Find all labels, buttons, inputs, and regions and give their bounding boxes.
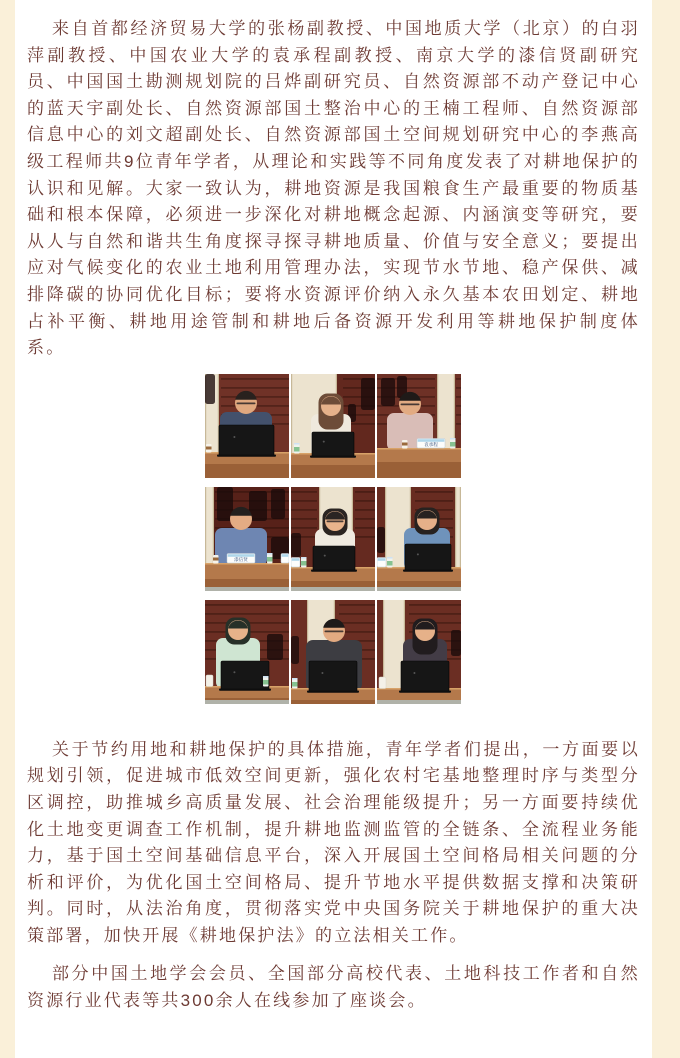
wall-panel-line xyxy=(221,387,289,389)
laptop-logo xyxy=(413,672,415,674)
photo-cell-3[interactable] xyxy=(377,374,461,478)
wall-panel-line xyxy=(205,613,289,615)
desk-front xyxy=(377,462,461,478)
wall-panel-line xyxy=(355,509,375,511)
wall-panel-line xyxy=(205,604,289,606)
name-card xyxy=(291,557,300,567)
floor xyxy=(205,587,289,591)
wall-panel-line xyxy=(456,387,461,389)
wall-panel-line xyxy=(355,536,375,538)
laptop-logo xyxy=(417,553,419,555)
glasses xyxy=(237,402,256,404)
photo-cell-9[interactable] xyxy=(377,600,461,704)
photo-cell-2[interactable] xyxy=(291,374,375,478)
photo-cell-8[interactable] xyxy=(291,600,375,704)
photo-cell-1[interactable] xyxy=(205,374,289,478)
meeting-photo-4 xyxy=(205,487,289,591)
desk-front xyxy=(291,700,375,704)
photo-cell-6[interactable] xyxy=(377,487,461,591)
laptop xyxy=(309,661,357,691)
chair xyxy=(267,634,283,660)
wall-panel-line xyxy=(339,604,375,606)
wall-panel-line xyxy=(456,378,461,380)
article-content-area xyxy=(15,0,652,1058)
photo-cell-7[interactable] xyxy=(205,600,289,704)
wall-panel-line xyxy=(339,622,375,624)
glasses xyxy=(401,403,420,405)
chair xyxy=(381,378,395,406)
meeting-photo-2 xyxy=(291,374,375,478)
meeting-photo-6 xyxy=(377,487,461,591)
name-card xyxy=(377,557,386,567)
floor xyxy=(291,587,375,591)
chair xyxy=(291,533,301,557)
laptop xyxy=(313,546,355,570)
paragraph-speakers: 来自首都经济贸易大学的张杨副教授、中国地质大学（北京）的白羽萍副教授、中国农业大学的袁承程副教授、南京大学的漆信贤副研究员、中国国土勘测规划院的吕烨副研究员、自然资源部不动产登记中心的蓝天宇副处长、自然资源部国土整治中心的王楠工程师、自然资源部信息中心的刘文超副处长、自然资源部国土空间规划研究中心的李燕高级工程师共9位青年学者，从理论和实践等不同角度发表了对耕地保护的认识和见解。大家一致认为，耕地资源是我国粮食生产最重要的物质基础和根本保障，必须进一步深化对耕地概念起源、内涵演变等研究，要从人与自然和谐共生角度探寻探寻耕地质量、价值与安全意义；要提出应对气候变化的农业土地利用管理办法，实现节水节地、稳产保供、减排降碳的协同优化目标；要将水资源评价纳入永久基本农田划定、耕地占补平衡、耕地用途管制和耕地后备资源开发利用等耕地保护制度体系。 xyxy=(27,19,640,358)
laptop-logo xyxy=(233,436,235,438)
meeting-photo-8 xyxy=(291,600,375,704)
laptop-logo xyxy=(233,671,235,673)
wall-panel-line xyxy=(415,500,453,502)
meeting-photo-grid xyxy=(205,374,461,704)
chair xyxy=(205,374,215,404)
wall-panel-line xyxy=(456,423,461,425)
chair xyxy=(361,378,375,410)
wall-panel-line xyxy=(409,613,461,615)
meeting-photo-1 xyxy=(205,374,289,478)
wall-panel-line xyxy=(456,396,461,398)
wall-panel-line xyxy=(456,414,461,416)
wall-panel-line xyxy=(291,491,317,493)
name-card-text: 袁承程 xyxy=(424,441,438,447)
floor xyxy=(205,700,289,704)
wall-panel-line xyxy=(355,527,375,529)
chair xyxy=(377,527,385,553)
wall-panel-line xyxy=(355,500,375,502)
laptop xyxy=(405,544,451,570)
laptop xyxy=(312,432,354,456)
chair xyxy=(291,636,299,664)
meeting-photo-9 xyxy=(377,600,461,704)
door xyxy=(205,487,214,563)
wall-panel-line xyxy=(291,509,317,511)
photo-cell-4[interactable] xyxy=(205,487,289,591)
chair xyxy=(451,630,461,656)
wall-panel-line xyxy=(355,518,375,520)
paper-cup xyxy=(206,675,213,687)
photo-cell-5[interactable] xyxy=(291,487,375,591)
wall-panel-line xyxy=(221,378,289,380)
chair xyxy=(271,489,285,519)
desk-front xyxy=(205,464,289,478)
article-body xyxy=(27,16,640,1015)
laptop-logo xyxy=(323,440,325,442)
floor xyxy=(377,587,461,591)
wall-panel-line xyxy=(456,405,461,407)
wall-panel-line xyxy=(409,604,461,606)
paragraph-attendance: 部分中国土地学会会员、全国部分高校代表、土地科技工作者和自然资源行业代表等共300余人在线参加了座谈会。 xyxy=(27,964,640,1011)
desk-front xyxy=(291,465,375,478)
paragraph-measures: 关于节约用地和耕地保护的具体措施，青年学者们提出，一方面要以规划引领，促进城市低效空间更新，强化农村宅基地整理时序与类型分区调控，助推城乡高质量发展、社会治理能级提升；另一方面要持续优化土地变更调查工作机制，提升耕地监测监管的全链条、全流程业务能力，基于国土空间基础信息平台，深入开展国土空间格局相关问题的分析和评价，为优化国土空间格局、提升节地水平提供数据支撑和决策研判。同时，从法治角度，贯彻落实党中央国务院关于耕地保护的重大决策部署，加快开展《耕地保护法》的立法相关工作。 xyxy=(27,739,640,945)
name-card xyxy=(417,438,445,448)
wall-panel-line xyxy=(291,518,317,520)
floor xyxy=(377,700,461,704)
meeting-photo-7 xyxy=(205,600,289,704)
wall-panel-line xyxy=(291,500,317,502)
glasses xyxy=(325,630,344,632)
glasses xyxy=(327,520,344,522)
laptop xyxy=(401,661,449,691)
wall-panel-line xyxy=(415,491,453,493)
paper-cup xyxy=(379,677,386,689)
laptop-logo xyxy=(324,554,326,556)
wall-panel-line xyxy=(339,613,375,615)
meeting-photo-5 xyxy=(291,487,375,591)
wall-panel-line xyxy=(355,491,375,493)
door xyxy=(437,374,455,448)
meeting-photo-3 xyxy=(377,374,461,478)
wall-panel-line xyxy=(291,527,317,529)
laptop-logo xyxy=(321,672,323,674)
laptop xyxy=(221,661,269,689)
name-card xyxy=(281,553,289,563)
name-card-text: 漆信贤 xyxy=(234,556,248,562)
name-card xyxy=(227,553,255,563)
laptop xyxy=(219,425,274,455)
